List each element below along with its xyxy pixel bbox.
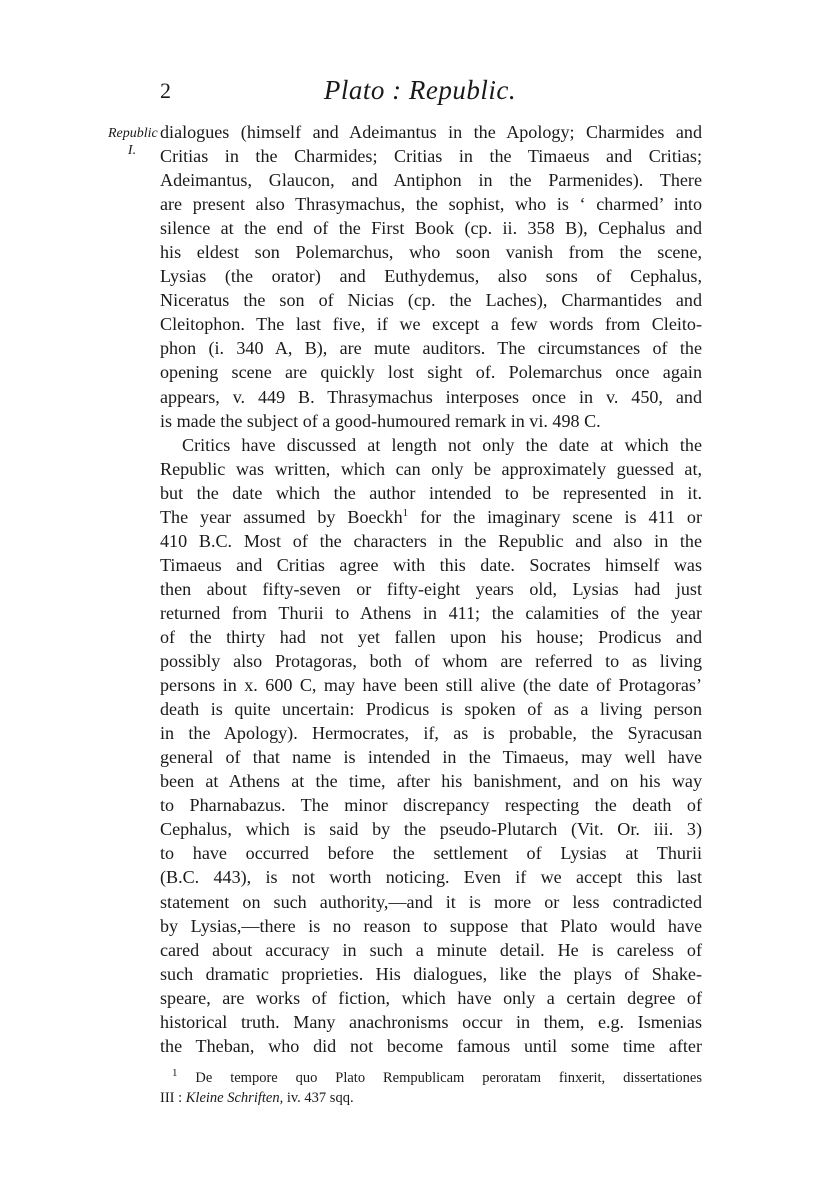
footnote-text: iv. 437 sqq. (286, 1089, 354, 1106)
text-line-with-footnote-ref (160, 505, 702, 529)
text-line: is made the subject of a good-humoured remark in vi. 498 C. (160, 410, 601, 431)
text-line: but the date which the author intended to be represented in it. (160, 482, 702, 503)
text-line: 410 B.C. Most of the characters in the Republic and also in the (160, 530, 702, 551)
margin-note-book: I. (127, 143, 137, 158)
text-line: death is quite uncertain: Prodicus is spoken of as a living person (160, 699, 702, 720)
text-line: returned from Thurii to Athens in 411; the calamities of the year (160, 602, 702, 623)
text-line: Timaeus and Critias agree with this date. Socrates himself was (160, 554, 702, 575)
text-line: are present also Thrasymachus, the sophist, who is ‘ charmed’ into (160, 194, 702, 215)
text-line: persons in x. 600 C, may have been still alive (the date of Protagoras’ (160, 675, 702, 696)
text-line: appears, v. 449 B. Thrasymachus interposes once in v. 450, and (160, 386, 702, 407)
text-fragment: for the imaginary scene is 411 or (420, 506, 702, 527)
margin-note-title: Republic (108, 126, 158, 141)
text-line: Adeimantus, Glaucon, and Antiphon in the Parmenides). There (160, 170, 702, 191)
text-line: (B.C. 443), is not worth noticing. Even if we accept this last (160, 867, 702, 888)
footnote-text: De tempore quo Plato Rempublicam peroratam finxerit, dissertationes (195, 1070, 703, 1086)
footnote-reference: 1 (402, 506, 409, 519)
text-line: such dramatic proprieties. His dialogues, like the plays of Shake- (160, 963, 702, 984)
text-line: Niceratus the son of Nicias (cp. the Laches), Charmantides and (160, 290, 702, 311)
footnote-work-title: Kleine Schriften, (185, 1089, 284, 1106)
text-line: dialogues (himself and Adeimantus in the Apology; Charmides and (160, 122, 702, 142)
footnotes (160, 1069, 702, 1108)
text-line: silence at the end of the First Book (cp. ii. 358 B), Cephalus and (160, 218, 702, 239)
text-line: phon (i. 340 A, B), are mute auditors. The circumstances of the (160, 338, 702, 359)
footnote-text: III : (160, 1089, 183, 1106)
text-line: historical truth. Many anachronisms occur in them, e.g. Ismenias (160, 1011, 702, 1032)
text-line: Republic was written, which can only be approximately guessed at, (160, 458, 702, 479)
text-line: Lysias (the orator) and Euthydemus, also sons of Cephalus, (160, 266, 702, 287)
body-text (160, 120, 702, 1058)
text-line: of the thirty had not yet fallen upon his house; Prodicus and (160, 626, 702, 647)
text-line: by Lysias,—there is no reason to suppose that Plato would have (160, 915, 702, 936)
text-fragment: The year assumed by Boeckh (160, 506, 403, 527)
footnote-line (160, 1089, 702, 1109)
text-line: general of that name is intended in the Timaeus, may well have (160, 747, 702, 768)
text-line: possibly also Protagoras, both of whom are referred to as living (160, 651, 702, 672)
text-line: to have occurred before the settlement of Lysias at Thurii (160, 843, 702, 864)
page-number: 2 (160, 78, 171, 103)
text-line: Critics have discussed at length not only the date at which the (182, 434, 702, 455)
text-line: statement on such authority,—and it is more or less contradicted (160, 891, 702, 912)
text-line: Cleitophon. The last five, if we except a few words from Cleito- (160, 314, 702, 335)
footnote-marker: 1 (172, 1067, 178, 1080)
text-line: speare, are works of fiction, which have only a certain degree of (160, 987, 702, 1008)
text-line: Cephalus, which is said by the pseudo-Plutarch (Vit. Or. iii. 3) (160, 819, 702, 840)
text-line: the Theban, who did not become famous until some time after (160, 1035, 702, 1056)
text-line: to Pharnabazus. The minor discrepancy respecting the death of (160, 795, 702, 816)
text-line: Critias in the Charmides; Critias in the Timaeus and Critias; (160, 146, 702, 167)
text-line: in the Apology). Hermocrates, if, as is probable, the Syracusan (160, 723, 702, 744)
text-line: then about fifty-seven or fifty-eight years old, Lysias had just (160, 578, 702, 599)
text-line: been at Athens at the time, after his banishment, and on his way (160, 771, 702, 792)
running-title: Plato : Republic. (323, 75, 517, 105)
text-line: opening scene are quickly lost sight of. Polemarchus once again (160, 362, 702, 383)
footnote-line (160, 1069, 702, 1089)
text-line: his eldest son Polemarchus, who soon vanish from the scene, (160, 242, 702, 263)
margin-note (108, 125, 156, 159)
text-line: cared about accuracy in such a minute detail. He is careless of (160, 939, 702, 960)
